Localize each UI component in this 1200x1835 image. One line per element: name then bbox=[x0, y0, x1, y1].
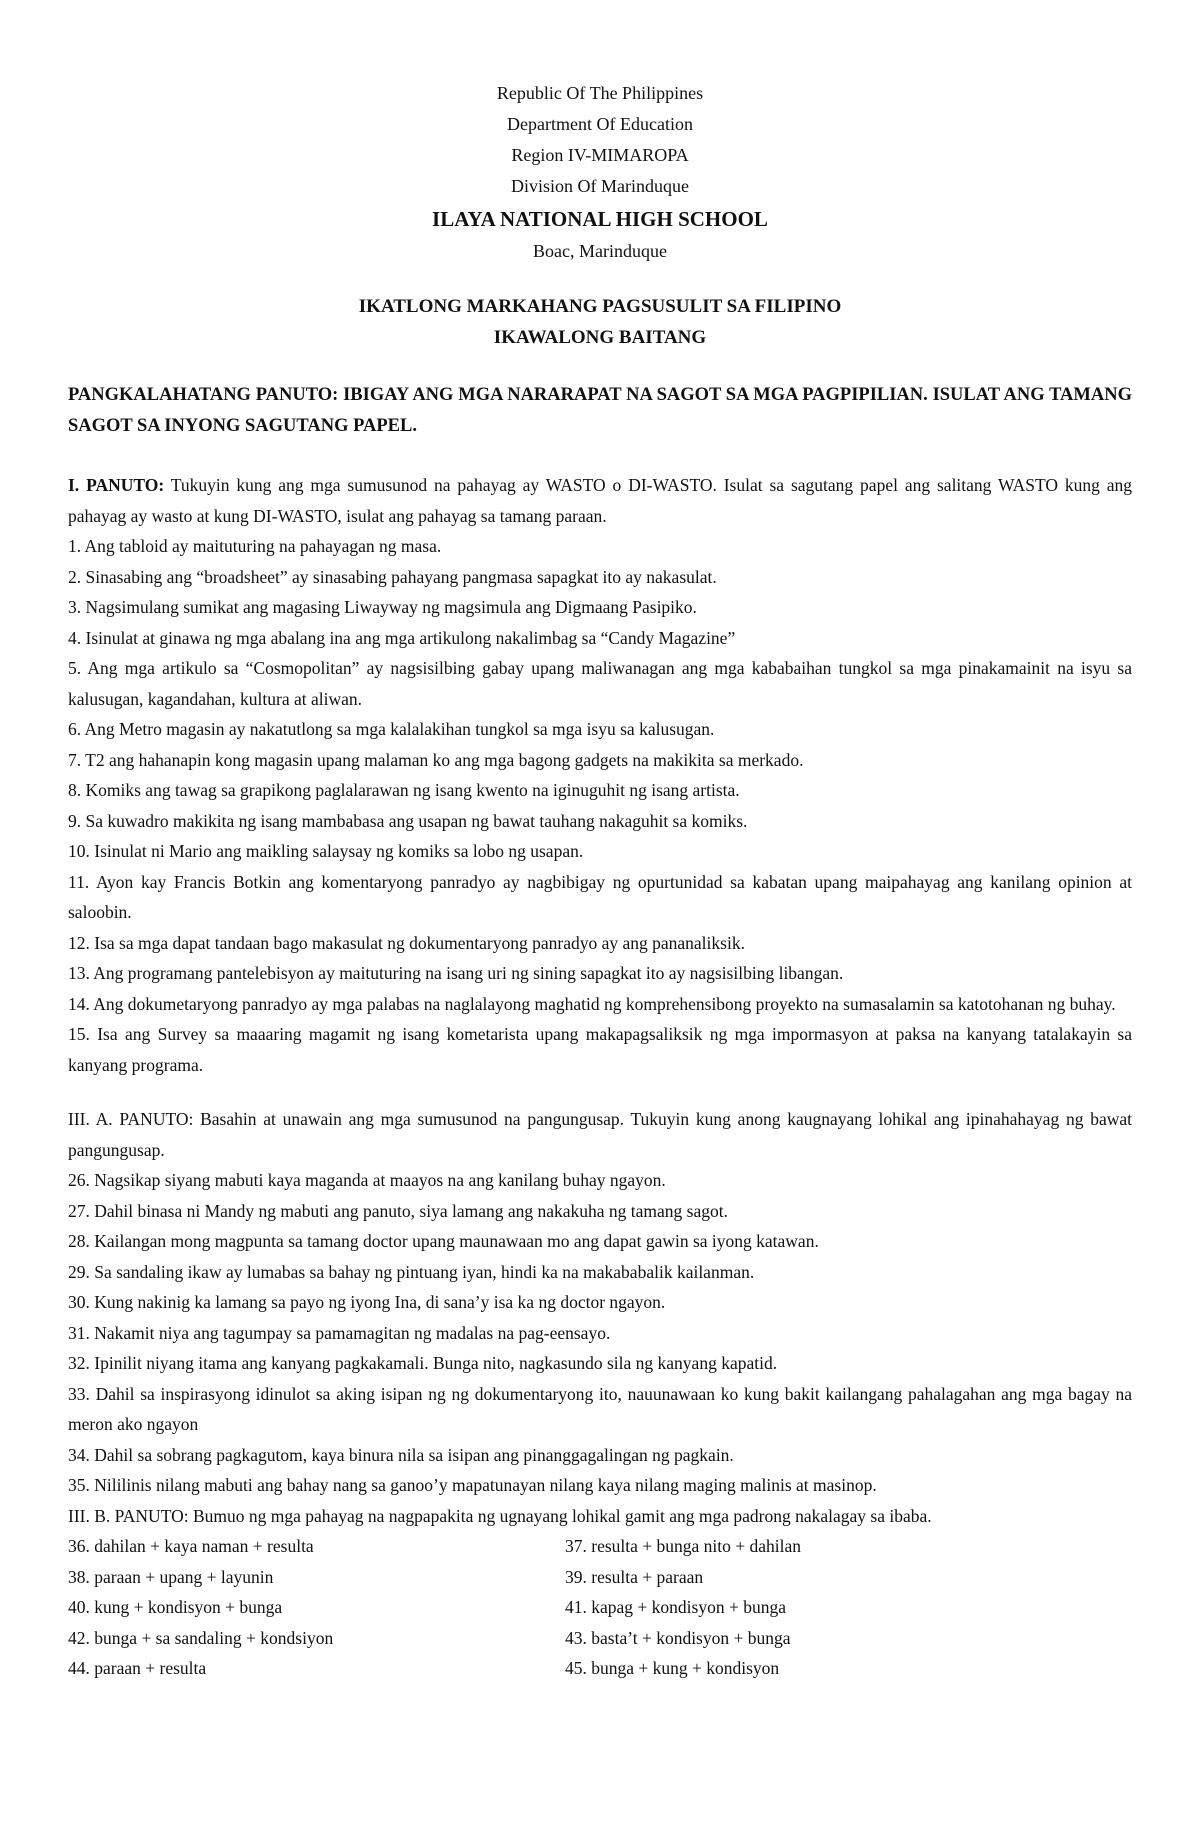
question-item: 8. Komiks ang tawag sa grapikong paglalarawan ng isang kwento na iginuguhit ng isang artista. bbox=[68, 780, 740, 800]
pattern-item: 38. paraan + upang + layunin bbox=[68, 1566, 274, 1587]
question-item: 2. Sinasabing ang “broadsheet” ay sinasabing pahayang pangmasa sapagkat ito ay nakasulat. bbox=[68, 566, 717, 587]
question-item: 31. Nakamit niya ang tagumpay sa pamamagitan ng madalas na pag-eensayo. bbox=[68, 1322, 611, 1343]
question-item: 32. Ipinilit niyang itama ang kanyang pagkakamali. Bunga nito, nagkasundo sila ng kanyang kapatid. bbox=[68, 1353, 778, 1373]
question-item: 29. Sa sandaling ikaw ay lumabas sa bahay ng pintuang iyan, hindi ka na makababalik kailanman. bbox=[68, 1261, 755, 1282]
part3a-section bbox=[68, 1104, 1132, 1501]
school-name: ILAYA NATIONAL HIGH SCHOOL bbox=[432, 207, 768, 231]
grade-level: IKAWALONG BAITANG bbox=[493, 327, 707, 348]
pattern-item: 40. kung + kondisyon + bunga bbox=[68, 1597, 283, 1617]
part1-lead: I. PANUTO: bbox=[68, 475, 165, 495]
question-item: 9. Sa kuwadro makikita ng isang mambabasa ang usapan ng bawat tauhang nakaguhit sa komiks. bbox=[68, 810, 748, 831]
question-item: 1. Ang tabloid ay maituturing na pahayagan ng masa. bbox=[68, 536, 442, 556]
document-header bbox=[68, 0, 1132, 267]
question-item: 4. Isinulat at ginawa ng mga abalang ina ang mga artikulong nakalimbag sa “Candy Magazine” bbox=[68, 627, 736, 648]
header-division: Division Of Marinduque bbox=[511, 176, 689, 196]
header-region: Region IV-MIMAROPA bbox=[511, 145, 689, 165]
question-item: 7. T2 ang hahanapin kong magasin upang malaman ko ang mga bagong gadgets na makikita sa merkado. bbox=[68, 749, 804, 770]
question-item: 35. Nililinis nilang mabuti ang bahay nang sa ganoo’y mapatunayan nilang kaya nilang maging malinis at masinop. bbox=[68, 1475, 877, 1495]
pattern-item: 37. resulta + bunga nito + dahilan bbox=[565, 1536, 802, 1556]
part3b-instruction: III. B. PANUTO: Bumuo ng mga pahayag na nagpapakita ng ugnayang lohikal gamit ang mga padrong nakalagay sa ibaba. bbox=[68, 1505, 932, 1526]
question-item: 26. Nagsikap siyang mabuti kaya maganda at maayos na ang kanilang buhay ngayon. bbox=[68, 1170, 666, 1190]
part3a-instruction: III. A. PANUTO: Basahin at unawain ang mga sumusunod na pangungusap. Tukuyin kung anong kaugnayang lohikal ang ipinahahayag ng bawat pangungusap. bbox=[68, 1109, 1132, 1160]
question-item: 12. Isa sa mga dapat tandaan bago makasulat ng dokumentaryong panradyo ay ang pananaliksik. bbox=[68, 932, 745, 953]
question-item: 13. Ang programang pantelebisyon ay maituturing na isang uri ng sining sapagkat ito ay nagsisilbing libangan. bbox=[68, 963, 844, 983]
question-item: 15. Isa ang Survey sa maaaring magamit ng isang kometarista upang makapagsaliksik ng mga impormasyon at paksa na kanyang tatalakayin sa kanyang programa. bbox=[68, 1024, 1132, 1075]
pattern-grid bbox=[68, 1531, 1132, 1684]
pattern-item: 36. dahilan + kaya naman + resulta bbox=[68, 1536, 314, 1556]
question-item: 3. Nagsimulang sumikat ang magasing Liwayway ng magsimula ang Digmaang Pasipiko. bbox=[68, 597, 697, 617]
pattern-item: 45. bunga + kung + kondisyon bbox=[565, 1658, 780, 1678]
question-item: 6. Ang Metro magasin ay nakatutlong sa mga kalalakihan tungkol sa mga isyu sa kalusugan. bbox=[68, 719, 715, 739]
question-item: 5. Ang mga artikulo sa “Cosmopolitan” ay nagsisilbing gabay upang maliwanagan ang mga kababaihan tungkol sa mga pinakamainit na isyu sa kalusugan, kagandahan, kultura at aliwan. bbox=[68, 658, 1132, 709]
header-department: Department Of Education bbox=[507, 114, 693, 134]
part1-section bbox=[68, 470, 1132, 1080]
question-item: 33. Dahil sa inspirasyong idinulot sa aking isipan ng ng dokumentaryong ito, nauunawaan ko kung bakit kailangang pahalagahan ang mga bagay na meron ako ngayon bbox=[68, 1383, 1132, 1434]
pattern-item: 42. bunga + sa sandaling + kondsiyon bbox=[68, 1627, 334, 1648]
school-location: Boac, Marinduque bbox=[533, 241, 667, 261]
part1-instruction bbox=[68, 470, 1132, 531]
part3b-section bbox=[68, 1501, 1132, 1684]
section-spacer bbox=[68, 1080, 1132, 1104]
pattern-item: 39. resulta + paraan bbox=[565, 1566, 704, 1587]
exam-title: IKATLONG MARKAHANG PAGSUSULIT SA FILIPINO bbox=[358, 296, 842, 317]
question-item: 28. Kailangan mong magpunta sa tamang doctor upang maunawaan mo ang dapat gawin sa iyong katawan. bbox=[68, 1231, 819, 1251]
question-item: 10. Isinulat ni Mario ang maikling salaysay ng komiks sa lobo ng usapan. bbox=[68, 841, 584, 861]
question-item: 11. Ayon kay Francis Botkin ang komentaryong panradyo ay nagbibigay ng opurtunidad sa kabatan upang maipahayag ang kanilang opinion at saloobin. bbox=[68, 871, 1132, 922]
question-item: 14. Ang dokumetaryong panradyo ay mga palabas na naglalayong maghatid ng komprehensibong proyekto na sumasalamin sa katotohanan ng buhay. bbox=[68, 993, 1116, 1014]
pattern-item: 43. basta’t + kondisyon + bunga bbox=[565, 1627, 791, 1648]
question-item: 34. Dahil sa sobrang pagkagutom, kaya binura nila sa isipan ang pinanggagalingan ng pagkain. bbox=[68, 1444, 734, 1465]
header-country: Republic Of The Philippines bbox=[496, 83, 704, 103]
pattern-item: 44. paraan + resulta bbox=[68, 1658, 207, 1678]
general-instruction: PANGKALAHATANG PANUTO: IBIGAY ANG MGA NARARAPAT NA SAGOT SA MGA PAGPIPILIAN. ISULAT ANG TAMANG SAGOT SA INYONG SAGUTANG PAPEL. bbox=[68, 385, 1132, 436]
exam-titles bbox=[68, 291, 1132, 353]
part1-instruction-text: Tukuyin kung ang mga sumusunod na pahayag ay WASTO o DI-WASTO. Isulat sa sagutang papel ang salitang WASTO kung ang pahayag ay wasto at kung DI-WASTO, isulat ang pahayag sa tamang paraan. bbox=[68, 475, 1132, 526]
pattern-item: 41. kapag + kondisyon + bunga bbox=[565, 1597, 786, 1617]
question-item: 30. Kung nakinig ka lamang sa payo ng iyong Ina, di sana’y isa ka ng doctor ngayon. bbox=[68, 1292, 666, 1312]
question-item: 27. Dahil binasa ni Mandy ng mabuti ang panuto, siya lamang ang nakakuha ng tamang sagot. bbox=[68, 1200, 728, 1221]
